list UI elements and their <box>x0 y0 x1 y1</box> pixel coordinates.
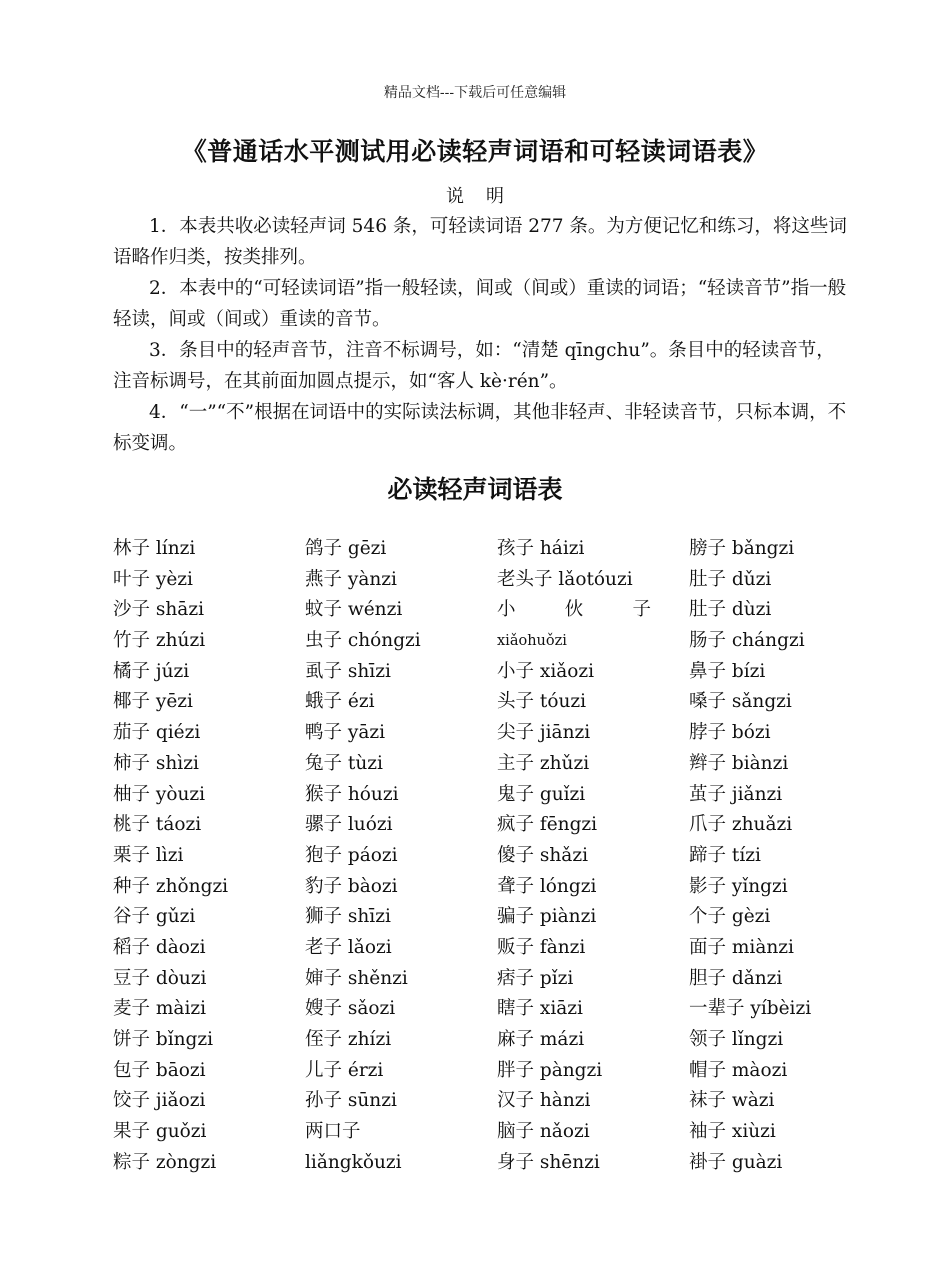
word-entry: 影子 yǐngzi <box>689 875 788 897</box>
word-entry: 柚子 yòuzi <box>113 783 206 805</box>
word-entry: 茄子 qiézi <box>113 722 201 744</box>
header-note: 精品文档---下载后可任意编辑 <box>383 85 567 101</box>
word-entry: 聋子 lóngzi <box>497 875 597 897</box>
word-entry: 沙子 shāzi <box>113 599 204 621</box>
word-entry: 豹子 bàozi <box>305 875 398 897</box>
word-entry: 脑子 nǎozi <box>497 1121 590 1143</box>
word-entry: 桃子 táozi <box>113 814 202 836</box>
note-paragraph: 1．本表共收必读轻声词 546 条，可轻读词语 277 条。为方便记忆和练习，将这些词语略作归类，按类排列。 <box>113 216 847 268</box>
word-entry: 骗子 piànzi <box>497 906 597 928</box>
word-entry: liǎngkǒuzi <box>305 1151 402 1173</box>
word-entry: 蹄子 tízi <box>689 844 761 866</box>
word-column <box>305 534 487 1178</box>
word-entry: 橘子 júzi <box>113 660 190 682</box>
word-entry: 侄子 zhízi <box>305 1029 392 1050</box>
section-title: 必读轻声词语表 <box>387 475 563 504</box>
word-entry: 褂子 guàzi <box>689 1151 783 1173</box>
word-entry: 肚子 dǔzi <box>689 568 772 590</box>
word-entry: 脖子 bózi <box>689 722 771 744</box>
word-entry: 稻子 dàozi <box>113 936 206 958</box>
word-entry: 小子 xiǎozi <box>497 660 595 682</box>
word-entry: 个子 gèzi <box>689 906 771 928</box>
word-entry: 鬼子 guǐzi <box>497 783 586 805</box>
word-entry: 两口子 <box>305 1121 361 1143</box>
note-paragraph: 2．本表中的“可轻读词语”指一般轻读，间或（间或）重读的词语；“轻读音节”指一般轻读，间或（间或）重读的音节。 <box>113 278 847 330</box>
word-entry: 疯子 fēngzi <box>497 814 598 836</box>
word-entry: 蛾子 ézi <box>305 691 375 713</box>
word-entry: 蚊子 wénzi <box>305 599 403 621</box>
word-entry: 肠子 chángzi <box>689 630 805 652</box>
word-entry: 儿子 érzi <box>305 1059 384 1081</box>
word-entry: 面子 miànzi <box>689 936 794 958</box>
word-entry: 谷子 gǔzi <box>113 906 196 928</box>
page-title: 《普通话水平测试用必读轻声词语和可轻读词语表》 <box>181 137 769 166</box>
word-entry: 辫子 biànzi <box>689 752 789 774</box>
word-entry: 袜子 wàzi <box>689 1090 775 1112</box>
word-entry: 汉子 hànzi <box>497 1090 591 1112</box>
word-entry: 孙子 sūnzi <box>305 1090 397 1112</box>
word-column <box>113 534 295 1178</box>
word-entry: 帽子 màozi <box>689 1059 788 1081</box>
word-table <box>113 534 853 1194</box>
subtitle: 说明 <box>446 186 526 207</box>
word-entry: 鼻子 bízi <box>689 660 766 682</box>
word-entry: 虱子 shīzi <box>305 660 391 682</box>
word-entry: 豆子 dòuzi <box>113 967 207 989</box>
word-entry: 胖子 pàngzi <box>497 1059 603 1081</box>
word-entry: 老子 lǎozi <box>305 936 392 958</box>
word-entry: 麦子 màizi <box>113 998 207 1020</box>
word-column <box>497 534 679 1178</box>
word-entry: 肚子 dùzi <box>689 599 772 621</box>
word-entry: 瞎子 xiāzi <box>497 998 583 1020</box>
word-entry: 果子 guǒzi <box>113 1121 207 1143</box>
note-paragraph: 3．条目中的轻声音节，注音不标调号，如：“清楚 qīngchu”。条目中的轻读音节，注音标调号，在其前面加圆点提示，如“客人 kè·rén”。 <box>113 340 835 392</box>
word-entry: 一辈子 yíbèizi <box>689 998 812 1020</box>
word-entry: 叶子 yèzi <box>113 568 193 590</box>
word-entry: 贩子 fànzi <box>497 936 586 958</box>
word-entry: 孩子 háizi <box>497 538 585 559</box>
word-entry: 椰子 yēzi <box>113 691 193 713</box>
word-entry: 包子 bāozi <box>113 1059 206 1081</box>
word-entry: 狍子 páozi <box>305 844 398 866</box>
word-entry: 茧子 jiǎnzi <box>689 783 783 805</box>
word-entry: 猴子 hóuzi <box>305 783 399 805</box>
word-entry: 头子 tóuzi <box>497 691 587 713</box>
word-entry: xiǎohuǒzi <box>497 633 567 650</box>
word-entry: 鸭子 yāzi <box>305 722 386 744</box>
word-entry: 尖子 jiānzi <box>497 722 591 744</box>
word-column <box>689 534 871 1178</box>
word-entry: 麻子 mázi <box>497 1029 585 1050</box>
word-entry: 饺子 jiǎozi <box>113 1090 206 1112</box>
word-entry: 胆子 dǎnzi <box>689 967 783 989</box>
word-entry: 鸽子 gēzi <box>305 538 387 559</box>
word-entry: 狮子 shīzi <box>305 906 391 928</box>
word-entry: 饼子 bǐngzi <box>113 1029 214 1050</box>
word-entry: 骡子 luózi <box>305 814 393 836</box>
word-entry: 竹子 zhúzi <box>113 630 206 652</box>
notes-block <box>113 211 853 459</box>
word-entry: 兔子 tùzi <box>305 752 383 774</box>
word-entry: 痞子 pǐzi <box>497 967 574 989</box>
word-entry: 小 伙 子 <box>497 599 651 621</box>
note-paragraph: 4．“一”“不”根据在词语中的实际读法标调，其他非轻声、非轻读音节，只标本调，不标变调。 <box>113 402 847 454</box>
word-entry: 粽子 zòngzi <box>113 1151 217 1173</box>
word-entry: 领子 lǐngzi <box>689 1029 784 1050</box>
word-entry: 嗓子 sǎngzi <box>689 691 792 713</box>
word-entry: 傻子 shǎzi <box>497 844 588 866</box>
word-entry: 袖子 xiùzi <box>689 1121 776 1143</box>
word-entry: 主子 zhǔzi <box>497 752 590 774</box>
word-entry: 虫子 chóngzi <box>305 630 421 652</box>
word-entry: 身子 shēnzi <box>497 1151 600 1173</box>
word-entry: 种子 zhǒngzi <box>113 875 229 897</box>
word-entry: 林子 línzi <box>113 538 196 559</box>
word-entry: 爪子 zhuǎzi <box>689 814 793 836</box>
word-entry: 燕子 yànzi <box>305 568 397 590</box>
word-entry: 婶子 shěnzi <box>305 967 408 989</box>
word-entry: 柿子 shìzi <box>113 752 199 774</box>
word-entry: 栗子 lìzi <box>113 844 184 866</box>
word-entry: 老头子 lǎotóuzi <box>497 568 633 590</box>
word-entry: 膀子 bǎngzi <box>689 538 795 559</box>
word-entry: 嫂子 sǎozi <box>305 998 396 1020</box>
